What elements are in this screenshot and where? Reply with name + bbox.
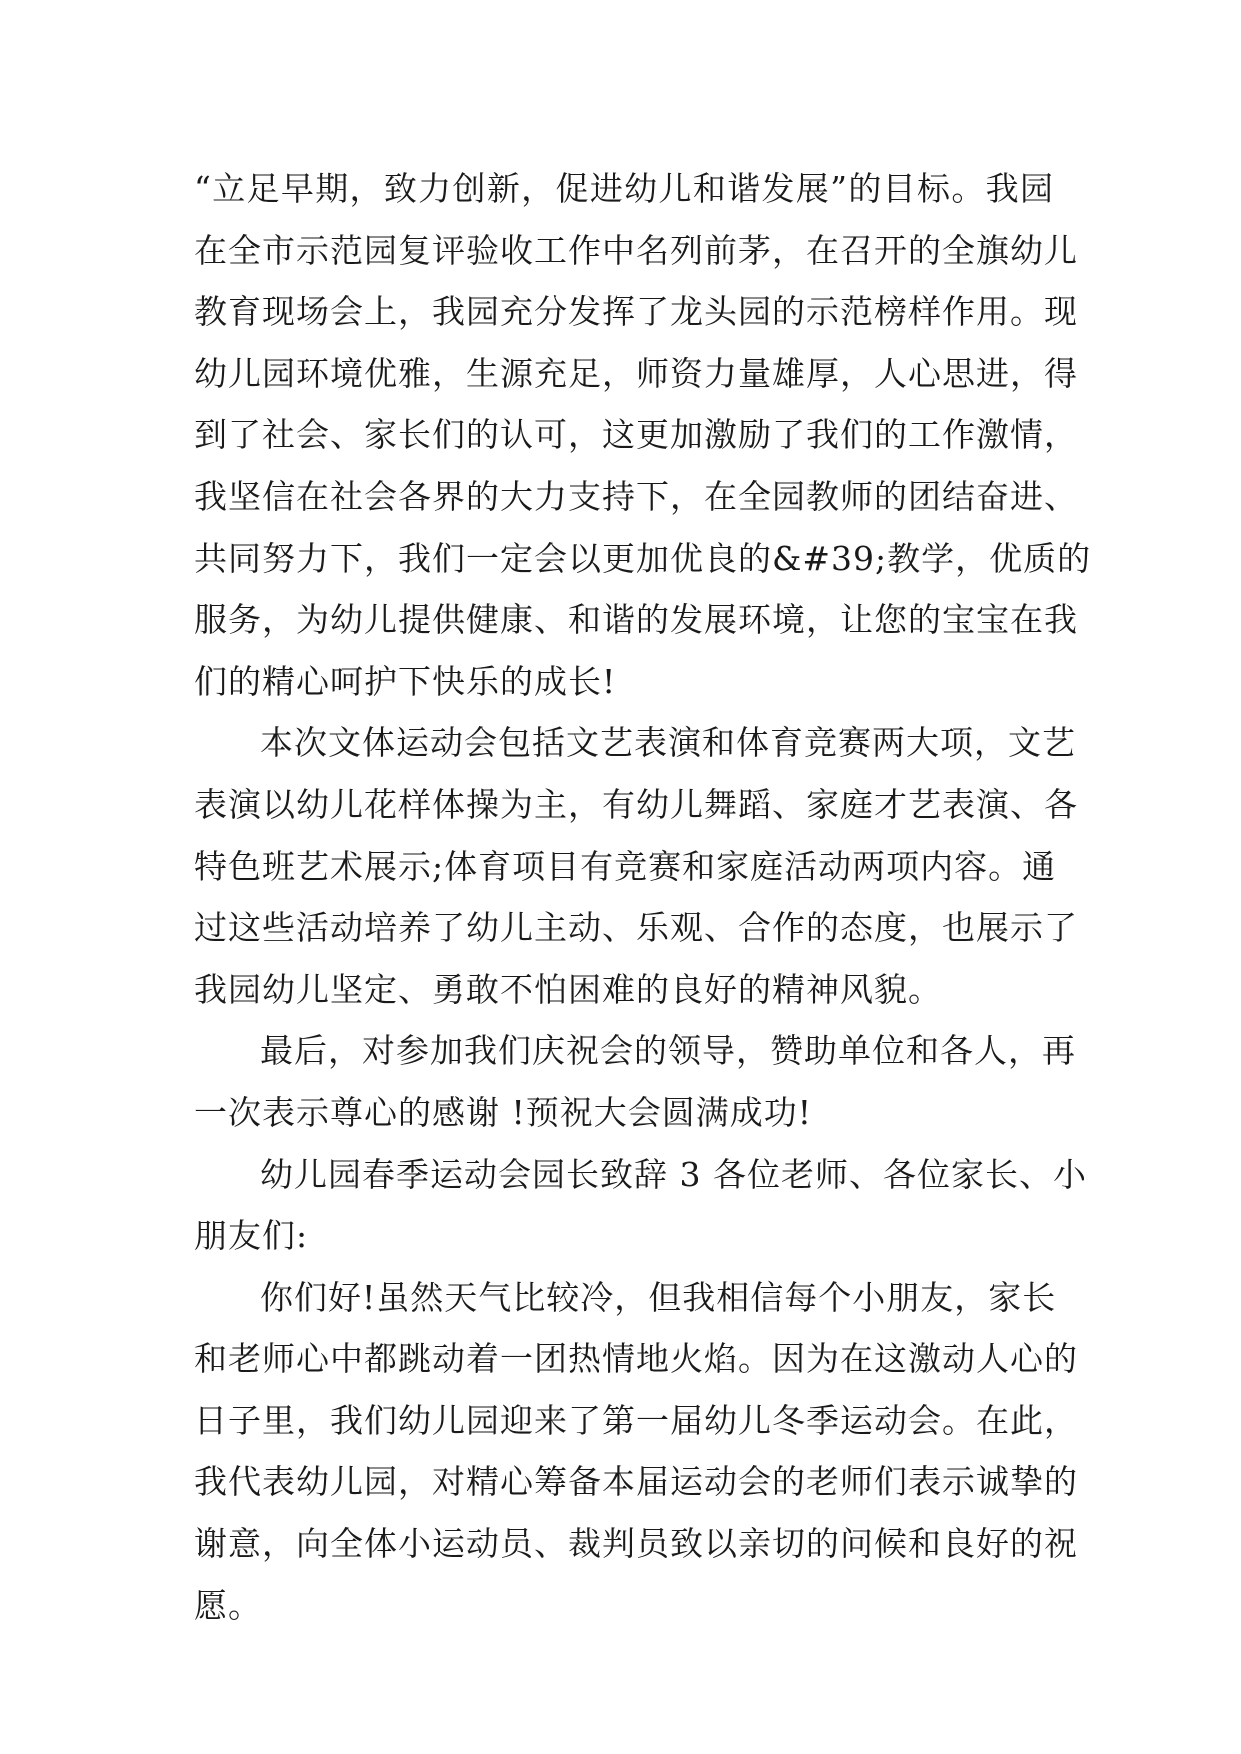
paragraph-line: 本次文体运动会包括文艺表演和体育竞赛两大项，文艺: [260, 723, 1076, 763]
paragraph-line: 们的精心呵护下快乐的成长!: [194, 661, 617, 701]
paragraph-4: [194, 1144, 1087, 1267]
paragraph-line: 日子里，我们幼儿园迎来了第一届幼儿冬季运动会。在此，: [194, 1400, 1078, 1440]
paragraph-2: [194, 712, 1078, 1020]
paragraph-line: 幼儿园环境优雅，生源充足，师资力量雄厚，人心思进，得: [194, 353, 1078, 393]
paragraph-3: [194, 1020, 1076, 1143]
paragraph-line: 到了社会、家长们的认可，这更加激励了我们的工作激情，: [194, 415, 1078, 455]
paragraph-line: 我园幼儿坚定、勇敢不怕困难的良好的精神风貌。: [194, 969, 942, 1009]
paragraph-5: [194, 1267, 1078, 1637]
paragraph-1: [194, 158, 1092, 712]
paragraph-line: 愿。: [194, 1585, 262, 1625]
document-body: [194, 158, 1092, 1636]
paragraph-line: 朋友们:: [194, 1216, 309, 1256]
paragraph-line: 你们好!虽然天气比较冷，但我相信每个小朋友，家长: [260, 1277, 1057, 1317]
paragraph-line: 最后，对参加我们庆祝会的领导，赞助单位和各人，再: [260, 1031, 1076, 1071]
paragraph-line: 过这些活动培养了幼儿主动、乐观、合作的态度，也展示了: [194, 908, 1078, 948]
paragraph-line: 在全市示范园复评验收工作中名列前茅，在召开的全旗幼儿: [194, 230, 1078, 270]
paragraph-line: 教育现场会上，我园充分发挥了龙头园的示范榜样作用。现: [194, 292, 1078, 332]
paragraph-line: 共同努力下，我们一定会以更加优良的&#39;教学，优质的: [194, 538, 1092, 578]
paragraph-line: 特色班艺术展示;体育项目有竞赛和家庭活动两项内容。通: [194, 846, 1057, 886]
paragraph-line: 我坚信在社会各界的大力支持下，在全园教师的团结奋进、: [194, 476, 1078, 516]
paragraph-line: “立足早期，致力创新，促进幼儿和谐发展”的目标。我园: [194, 169, 1054, 208]
paragraph-line: 一次表示尊心的感谢 !预祝大会圆满成功!: [194, 1092, 813, 1132]
paragraph-line: 谢意，向全体小运动员、裁判员致以亲切的问候和良好的祝: [194, 1524, 1078, 1564]
paragraph-line: 和老师心中都跳动着一团热情地火焰。因为在这激动人心的: [194, 1339, 1078, 1379]
paragraph-line: 表演以幼儿花样体操为主，有幼儿舞蹈、家庭才艺表演、各: [194, 784, 1078, 824]
paragraph-line: 我代表幼儿园，对精心筹备本届运动会的老师们表示诚挚的: [194, 1462, 1078, 1502]
paragraph-line: 服务，为幼儿提供健康、和谐的发展环境，让您的宝宝在我: [194, 600, 1078, 640]
paragraph-line: 幼儿园春季运动会园长致辞 3 各位老师、各位家长、小: [260, 1154, 1087, 1194]
